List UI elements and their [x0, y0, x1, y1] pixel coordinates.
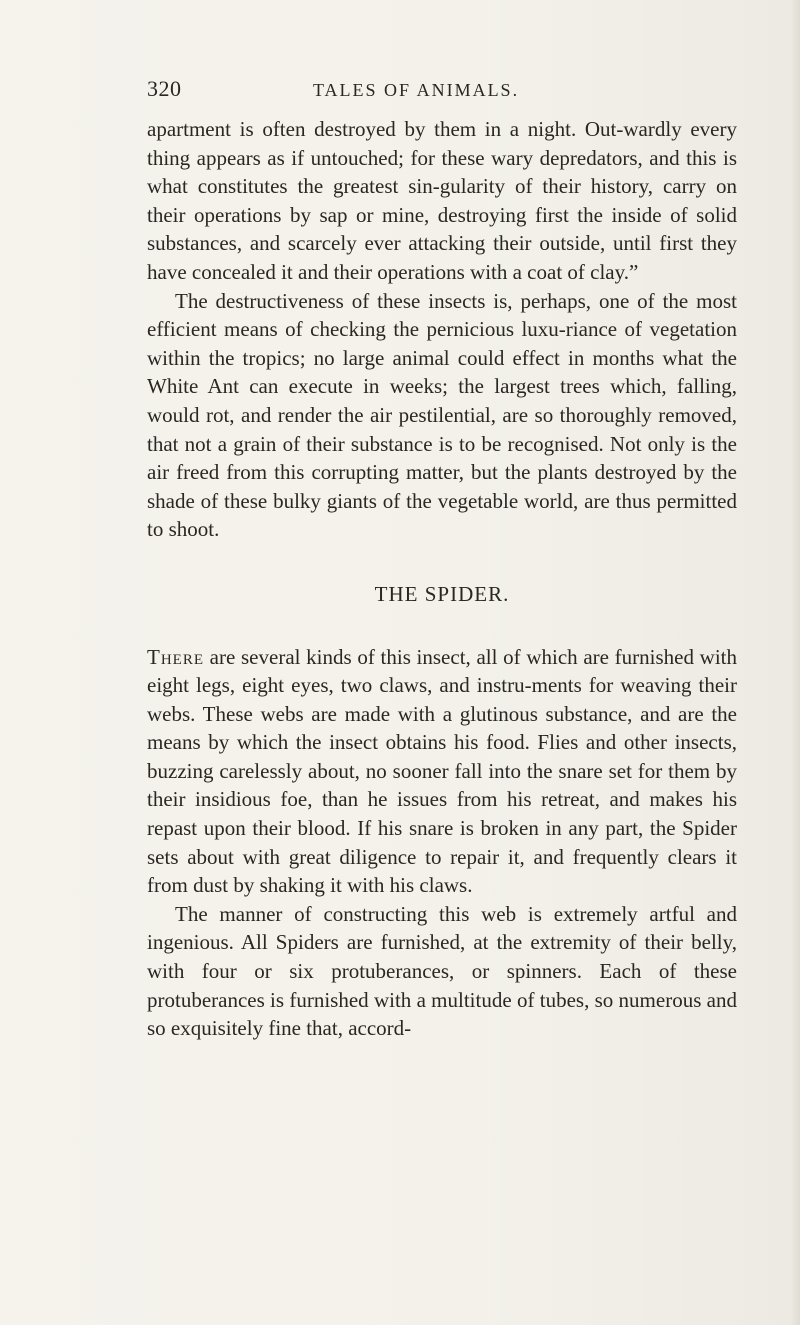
paragraph-white-ant: The destructiveness of these insects is, perhaps, one of the most efficient means of checking the pernicious luxu-riance of vegetation within the tropics; no large animal could effect in months what the White Ant can execute in weeks; the largest trees which, falling, would rot, and render the air pestilential, are so thoroughly removed, that not a grain of their substance is to be recognised. Not only is the air freed from this corrupting matter, but the plants destroyed by the shade of these bulky giants of the vegetable world, are thus permitted to shoot. [147, 288, 737, 542]
paragraph-spider-intro-text: are several kinds of this insect, all of which are furnished with eight legs, eight eyes, two claws, and instru-ments for weaving their webs. These webs are made with a glutinous substance, and are the means by which the insect obtains his food. Flies and other insects, buzzing carelessly about, no sooner fall into the snare set for them by their insidious foe, than he issues from his retreat, and makes his repast upon their blood. If his snare is broken in any part, the Spider sets about with great diligence to repair it, and frequently clears it from dust by shaking it with his claws. [147, 644, 737, 898]
paragraph-continued: apartment is often destroyed by them in a night. Out-wardly every thing appears as if untouched; for these wary depredators, and this is what constitutes the greatest sin-gularity of their history, carry on their operations by sap or mine, destroying first the inside of solid substances, and scarcely ever attacking their outside, until first they have concealed it and their operations with a coat of clay.” [147, 117, 737, 284]
body-text [147, 115, 737, 1043]
page-number: 320 [147, 76, 182, 101]
lead-word: There [147, 644, 204, 669]
paragraph-web-construction: The manner of constructing this web is extremely artful and ingenious. All Spiders are furnished, at the extremity of their belly, with four or six protuberances, or spinners. Each of these protuberances is furnished with a multitude of tubes, so numerous and so exquisitely fine that, accord- [147, 901, 737, 1041]
page-edge-shadow [790, 0, 800, 1325]
paragraph-spider-intro [147, 643, 737, 900]
section-heading: THE SPIDER. [374, 581, 510, 606]
running-head: TALES OF ANIMALS. [313, 80, 520, 100]
page-header [147, 76, 737, 106]
